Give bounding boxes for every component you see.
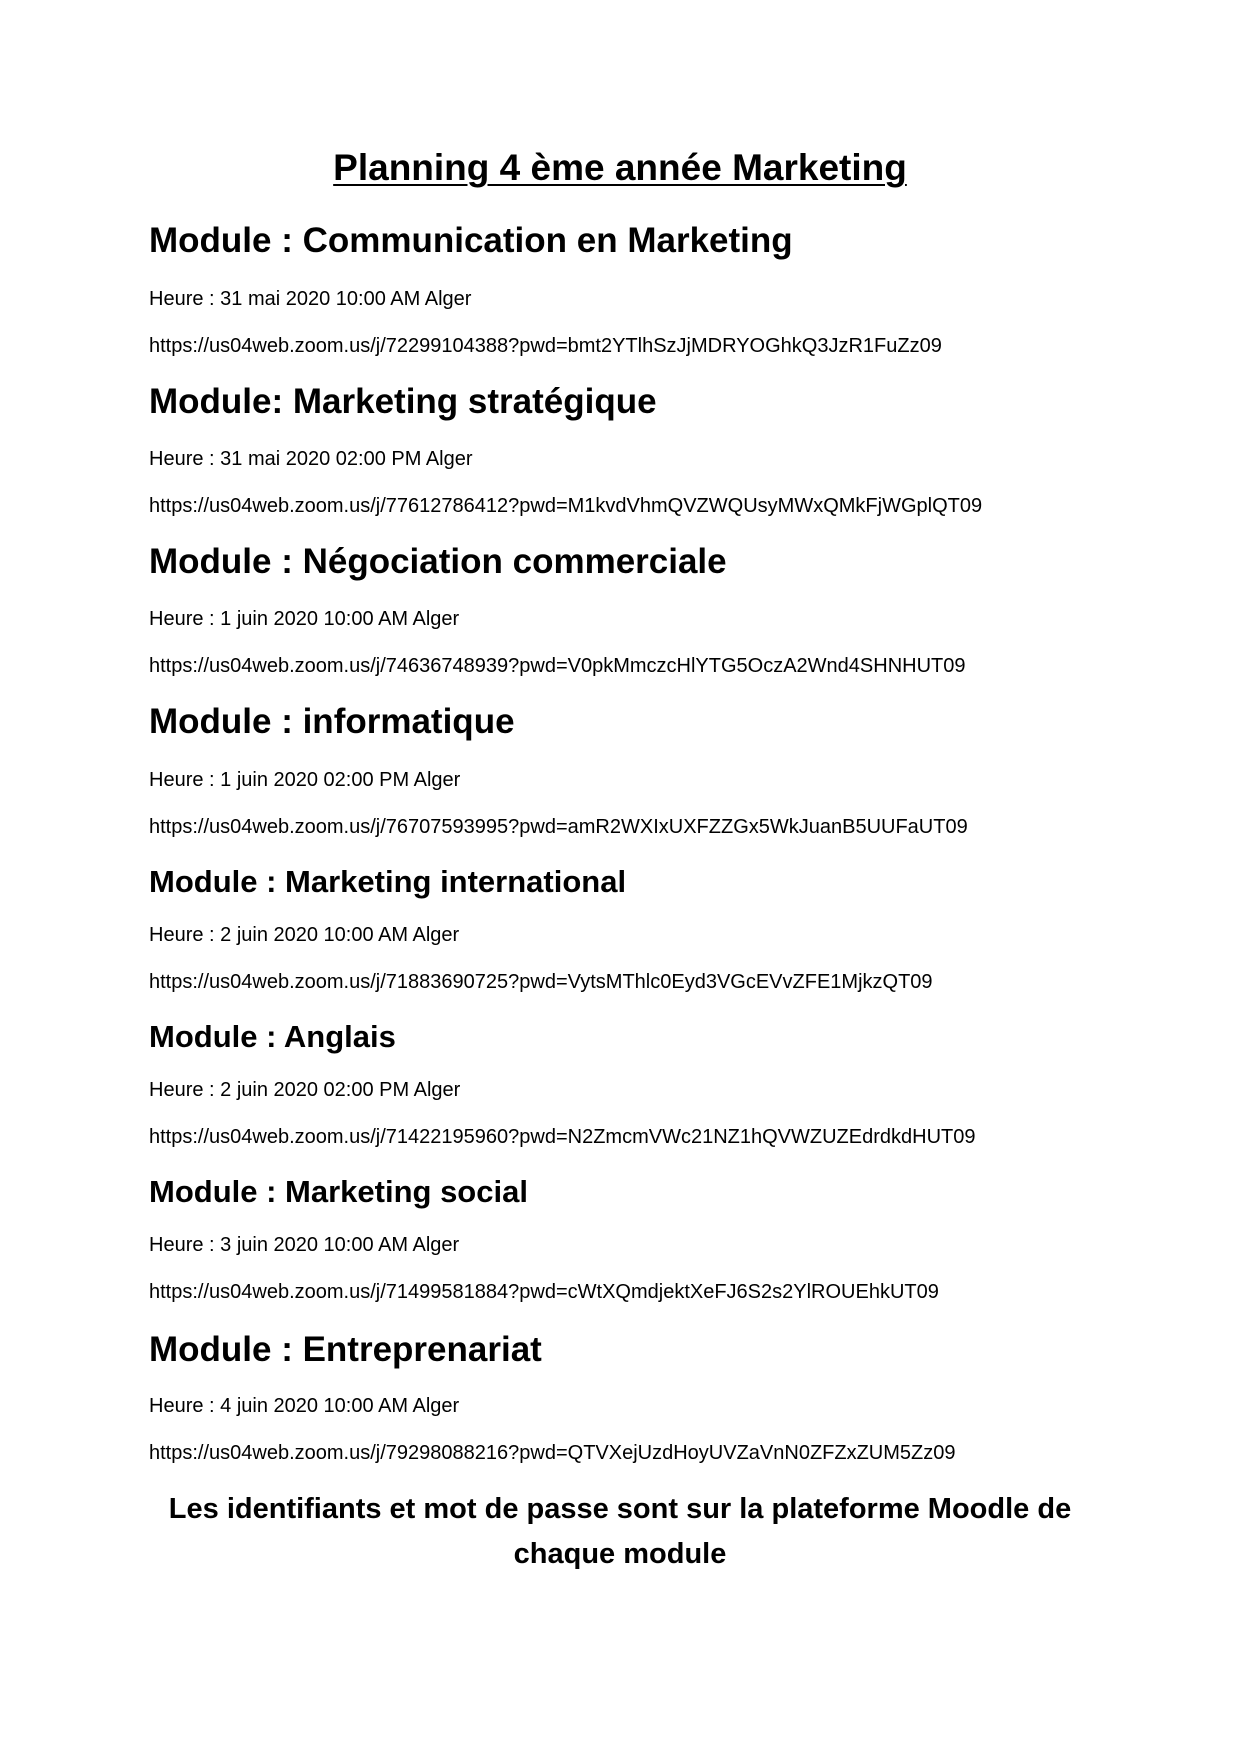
module-time: Heure : 31 mai 2020 10:00 AM Alger — [149, 288, 472, 310]
module-time: Heure : 1 juin 2020 02:00 PM Alger — [149, 769, 461, 791]
page-title: Planning 4 ème année Marketing — [333, 147, 907, 188]
footer-note: Les identifiants et mot de passe sont sur la plateforme Moodle de chaque module — [168, 1493, 1072, 1570]
module-title: Module : Entreprenariat — [149, 1330, 542, 1369]
module-title: Module : informatique — [149, 702, 515, 741]
module-title: Module : Anglais — [149, 1019, 396, 1054]
module-zoom-link[interactable]: https://us04web.zoom.us/j/77612786412?pwd=M1kvdVhmQVZWQUsyMWxQMkFjWGplQT09 — [149, 495, 983, 517]
module-title: Module : Marketing international — [149, 864, 627, 899]
module-zoom-link[interactable]: https://us04web.zoom.us/j/71422195960?pwd=N2ZmcmVWc21NZ1hQVWZUZEdrdkdHUT09 — [149, 1126, 976, 1148]
module-title: Module: Marketing stratégique — [149, 382, 657, 421]
module-title: Module : Marketing social — [149, 1174, 528, 1209]
module-zoom-link[interactable]: https://us04web.zoom.us/j/72299104388?pwd=bmt2YTlhSzJjMDRYOGhkQ3JzR1FuZz09 — [149, 335, 942, 357]
module-zoom-link[interactable]: https://us04web.zoom.us/j/74636748939?pwd=V0pkMmczcHlYTG5OczA2Wnd4SHNHUT09 — [149, 655, 966, 677]
module-time: Heure : 3 juin 2020 10:00 AM Alger — [149, 1234, 460, 1256]
module-time: Heure : 1 juin 2020 10:00 AM Alger — [149, 608, 460, 630]
module-time: Heure : 31 mai 2020 02:00 PM Alger — [149, 448, 473, 470]
module-zoom-link[interactable]: https://us04web.zoom.us/j/71883690725?pwd=VytsMThlc0Eyd3VGcEVvZFE1MjkzQT09 — [149, 971, 933, 993]
module-title: Module : Communication en Marketing — [149, 221, 793, 260]
module-time: Heure : 2 juin 2020 10:00 AM Alger — [149, 924, 460, 946]
module-zoom-link[interactable]: https://us04web.zoom.us/j/76707593995?pwd=amR2WXIxUXFZZGx5WkJuanB5UUFaUT09 — [149, 816, 968, 838]
module-time: Heure : 2 juin 2020 02:00 PM Alger — [149, 1079, 461, 1101]
module-title: Module : Négociation commerciale — [149, 542, 727, 581]
module-zoom-link[interactable]: https://us04web.zoom.us/j/71499581884?pwd=cWtXQmdjektXeFJ6S2s2YlROUEhkUT09 — [149, 1281, 939, 1303]
module-zoom-link[interactable]: https://us04web.zoom.us/j/79298088216?pwd=QTVXejUzdHoyUVZaVnN0ZFZxZUM5Zz09 — [149, 1442, 956, 1464]
module-time: Heure : 4 juin 2020 10:00 AM Alger — [149, 1395, 460, 1417]
